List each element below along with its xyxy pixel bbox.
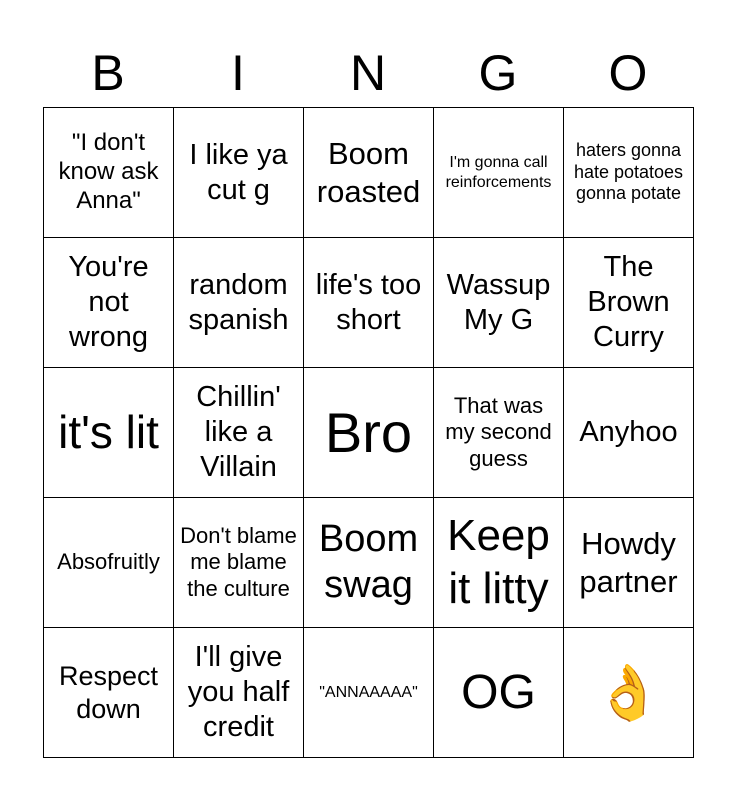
header-letter-g: G [478, 45, 518, 101]
bingo-cell[interactable] [564, 498, 694, 628]
header-letter-n: N [349, 45, 387, 101]
bingo-cell[interactable] [304, 238, 434, 368]
bingo-cell[interactable] [434, 368, 564, 498]
bingo-cell[interactable] [174, 108, 304, 238]
cell-text: You're not wrong [68, 251, 149, 353]
bingo-cell[interactable] [44, 238, 174, 368]
bingo-cell[interactable] [44, 108, 174, 238]
bingo-cell[interactable] [434, 238, 564, 368]
cell-text: Boom roasted [316, 136, 421, 209]
bingo-cell[interactable] [304, 368, 434, 498]
cell-text: Keep it litty [447, 510, 550, 613]
bingo-cell[interactable] [434, 628, 564, 758]
bingo-card-grid [43, 107, 694, 758]
bingo-cell[interactable] [304, 498, 434, 628]
cell-text: The Brown Curry [587, 251, 670, 353]
cell-text: Chillin' like a Villain [196, 381, 281, 483]
bingo-cell[interactable] [564, 368, 694, 498]
header-letter-i: I [231, 45, 245, 101]
bingo-cell[interactable] [174, 238, 304, 368]
cell-text: random spanish [188, 268, 289, 336]
bingo-cell[interactable] [304, 108, 434, 238]
ok-hand-icon: 👌 [594, 662, 663, 723]
header-letter-o: O [608, 45, 648, 101]
cell-text: Bro [324, 400, 413, 464]
cell-text: I'm gonna call reinforcements [445, 154, 552, 191]
cell-text: Absofruitly [57, 549, 160, 575]
cell-text: OG [461, 665, 536, 719]
bingo-cell[interactable] [174, 368, 304, 498]
bingo-cell[interactable] [304, 628, 434, 758]
cell-text: Boom swag [318, 517, 419, 606]
bingo-cell[interactable] [434, 108, 564, 238]
bingo-cell[interactable] [174, 628, 304, 758]
cell-text: life's too short [315, 268, 422, 336]
cell-text: Howdy partner [579, 526, 678, 599]
bingo-cell[interactable] [434, 498, 564, 628]
cell-text: "ANNAAAAA" [319, 683, 418, 701]
bingo-header [43, 40, 693, 106]
bingo-cell[interactable] [564, 238, 694, 368]
cell-text: Don't blame me blame the culture [180, 522, 297, 601]
cell-text: I'll give you half credit [187, 641, 290, 743]
cell-text: "I don't know ask Anna" [58, 129, 159, 214]
cell-text: Respect down [58, 661, 159, 724]
cell-text: it's lit [58, 405, 159, 458]
cell-text: That was my second guess [445, 392, 552, 471]
cell-text: I like ya cut g [189, 138, 288, 206]
bingo-cell[interactable] [564, 108, 694, 238]
cell-text: Anyhoo [579, 416, 678, 449]
header-letter-b: B [91, 45, 125, 101]
cell-text: Wassup My G [446, 268, 551, 336]
cell-text: haters gonna hate potatoes gonna potate [573, 140, 684, 204]
bingo-cell[interactable] [174, 498, 304, 628]
bingo-cell[interactable] [44, 628, 174, 758]
bingo-free-cell[interactable] [564, 628, 694, 758]
bingo-cell[interactable] [44, 498, 174, 628]
bingo-cell[interactable] [44, 368, 174, 498]
